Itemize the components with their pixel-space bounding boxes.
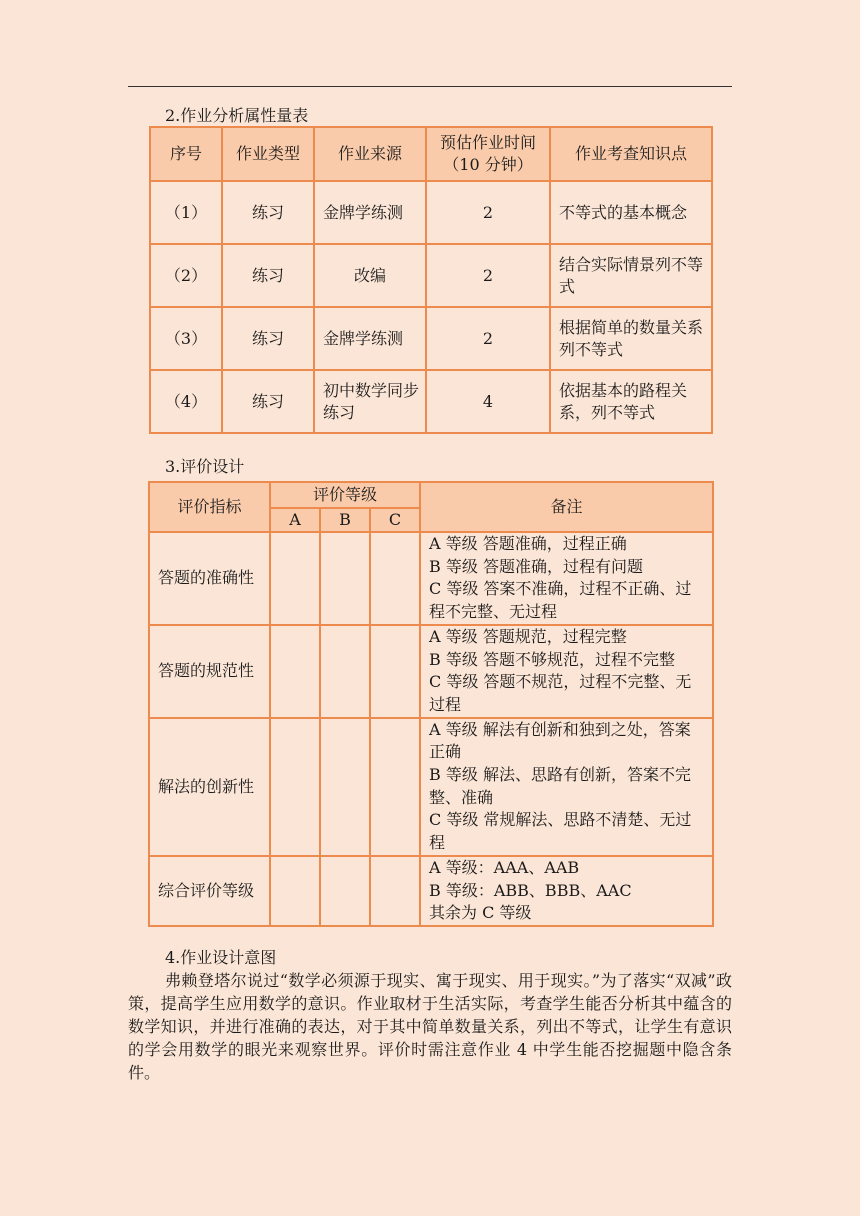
table-row xyxy=(149,718,713,856)
header-grade-c: C xyxy=(370,508,420,532)
cell-grade-b xyxy=(320,856,370,926)
table-row xyxy=(150,307,712,370)
cell-no: （2） xyxy=(150,244,222,307)
section-4-title: 4.作业设计意图 xyxy=(165,948,277,967)
table-row xyxy=(149,532,713,625)
header-grade: 评价等级 xyxy=(270,482,420,508)
cell-source: 改编 xyxy=(314,244,426,307)
cell-time: 2 xyxy=(426,307,550,370)
cell-source: 金牌学练测 xyxy=(314,181,426,244)
cell-grade-c xyxy=(370,856,420,926)
cell-grade-b xyxy=(320,625,370,718)
cell-time: 2 xyxy=(426,181,550,244)
evaluation-design-table xyxy=(148,481,714,927)
cell-time: 4 xyxy=(426,370,550,433)
cell-note: A 等级：AAA、AAB B 等级：ABB、BBB、AAC 其余为 C 等级 xyxy=(420,856,713,926)
cell-no: （3） xyxy=(150,307,222,370)
cell-note: A 等级 答题规范，过程完整 B 等级 答题不够规范，过程不完整 C 等级 答题不规范，过程不完整、无过程 xyxy=(420,625,713,718)
cell-type: 练习 xyxy=(222,244,314,307)
cell-indicator: 综合评价等级 xyxy=(149,856,270,926)
cell-grade-a xyxy=(270,856,320,926)
table-header-row xyxy=(150,127,712,181)
cell-type: 练习 xyxy=(222,307,314,370)
cell-no: （1） xyxy=(150,181,222,244)
table-header-row xyxy=(149,482,713,508)
cell-point: 根据简单的数量关系列不等式 xyxy=(550,307,712,370)
section-2-title: 2.作业分析属性量表 xyxy=(165,106,309,125)
section-3-title: 3.评价设计 xyxy=(165,457,245,476)
section-4-body: 弗赖登塔尔说过“数学必须源于现实、寓于现实、用于现实。”为了落实“双减”政策，提高学生应用数学的意识。作业取材于生活实际，考查学生能否分析其中蕴含的数学知识，并进行准确的表达，对于其中简单数量关系，列出不等式，让学生有意识的学会用数学的眼光来观察世界。评价时需注意作业 4 中学生能否挖掘题中隐含条件。 xyxy=(128,971,732,1082)
cell-grade-a xyxy=(270,625,320,718)
header-note: 备注 xyxy=(420,482,713,532)
cell-source: 初中数学同步练习 xyxy=(314,370,426,433)
cell-type: 练习 xyxy=(222,370,314,433)
header-rule xyxy=(128,86,732,87)
header-time: 预估作业时间 （10 分钟） xyxy=(426,127,550,181)
cell-note: A 等级 解法有创新和独到之处，答案正确 B 等级 解法、思路有创新，答案不完整、准确 C 等级 常规解法、思路不清楚、无过程 xyxy=(420,718,713,856)
cell-point: 结合实际情景列不等式 xyxy=(550,244,712,307)
homework-attribute-table xyxy=(149,126,713,434)
cell-grade-a xyxy=(270,532,320,625)
cell-note: A 等级 答题准确，过程正确 B 等级 答题准确，过程有问题 C 等级 答案不准确，过程不正确、过程不完整、无过程 xyxy=(420,532,713,625)
header-no: 序号 xyxy=(150,127,222,181)
section-4 xyxy=(128,946,732,1084)
cell-indicator: 解法的创新性 xyxy=(149,718,270,856)
table-row xyxy=(150,181,712,244)
cell-grade-a xyxy=(270,718,320,856)
cell-point: 不等式的基本概念 xyxy=(550,181,712,244)
cell-grade-b xyxy=(320,718,370,856)
header-type: 作业类型 xyxy=(222,127,314,181)
header-point: 作业考查知识点 xyxy=(550,127,712,181)
cell-no: （4） xyxy=(150,370,222,433)
cell-indicator: 答题的规范性 xyxy=(149,625,270,718)
table-row xyxy=(149,625,713,718)
cell-indicator: 答题的准确性 xyxy=(149,532,270,625)
table-row xyxy=(150,244,712,307)
cell-type: 练习 xyxy=(222,181,314,244)
cell-grade-c xyxy=(370,625,420,718)
header-grade-a: A xyxy=(270,508,320,532)
header-indicator: 评价指标 xyxy=(149,482,270,532)
cell-source: 金牌学练测 xyxy=(314,307,426,370)
table-row xyxy=(149,856,713,926)
cell-point: 依据基本的路程关系，列不等式 xyxy=(550,370,712,433)
cell-grade-c xyxy=(370,718,420,856)
cell-time: 2 xyxy=(426,244,550,307)
header-source: 作业来源 xyxy=(314,127,426,181)
header-grade-b: B xyxy=(320,508,370,532)
cell-grade-b xyxy=(320,532,370,625)
table-row xyxy=(150,370,712,433)
cell-grade-c xyxy=(370,532,420,625)
